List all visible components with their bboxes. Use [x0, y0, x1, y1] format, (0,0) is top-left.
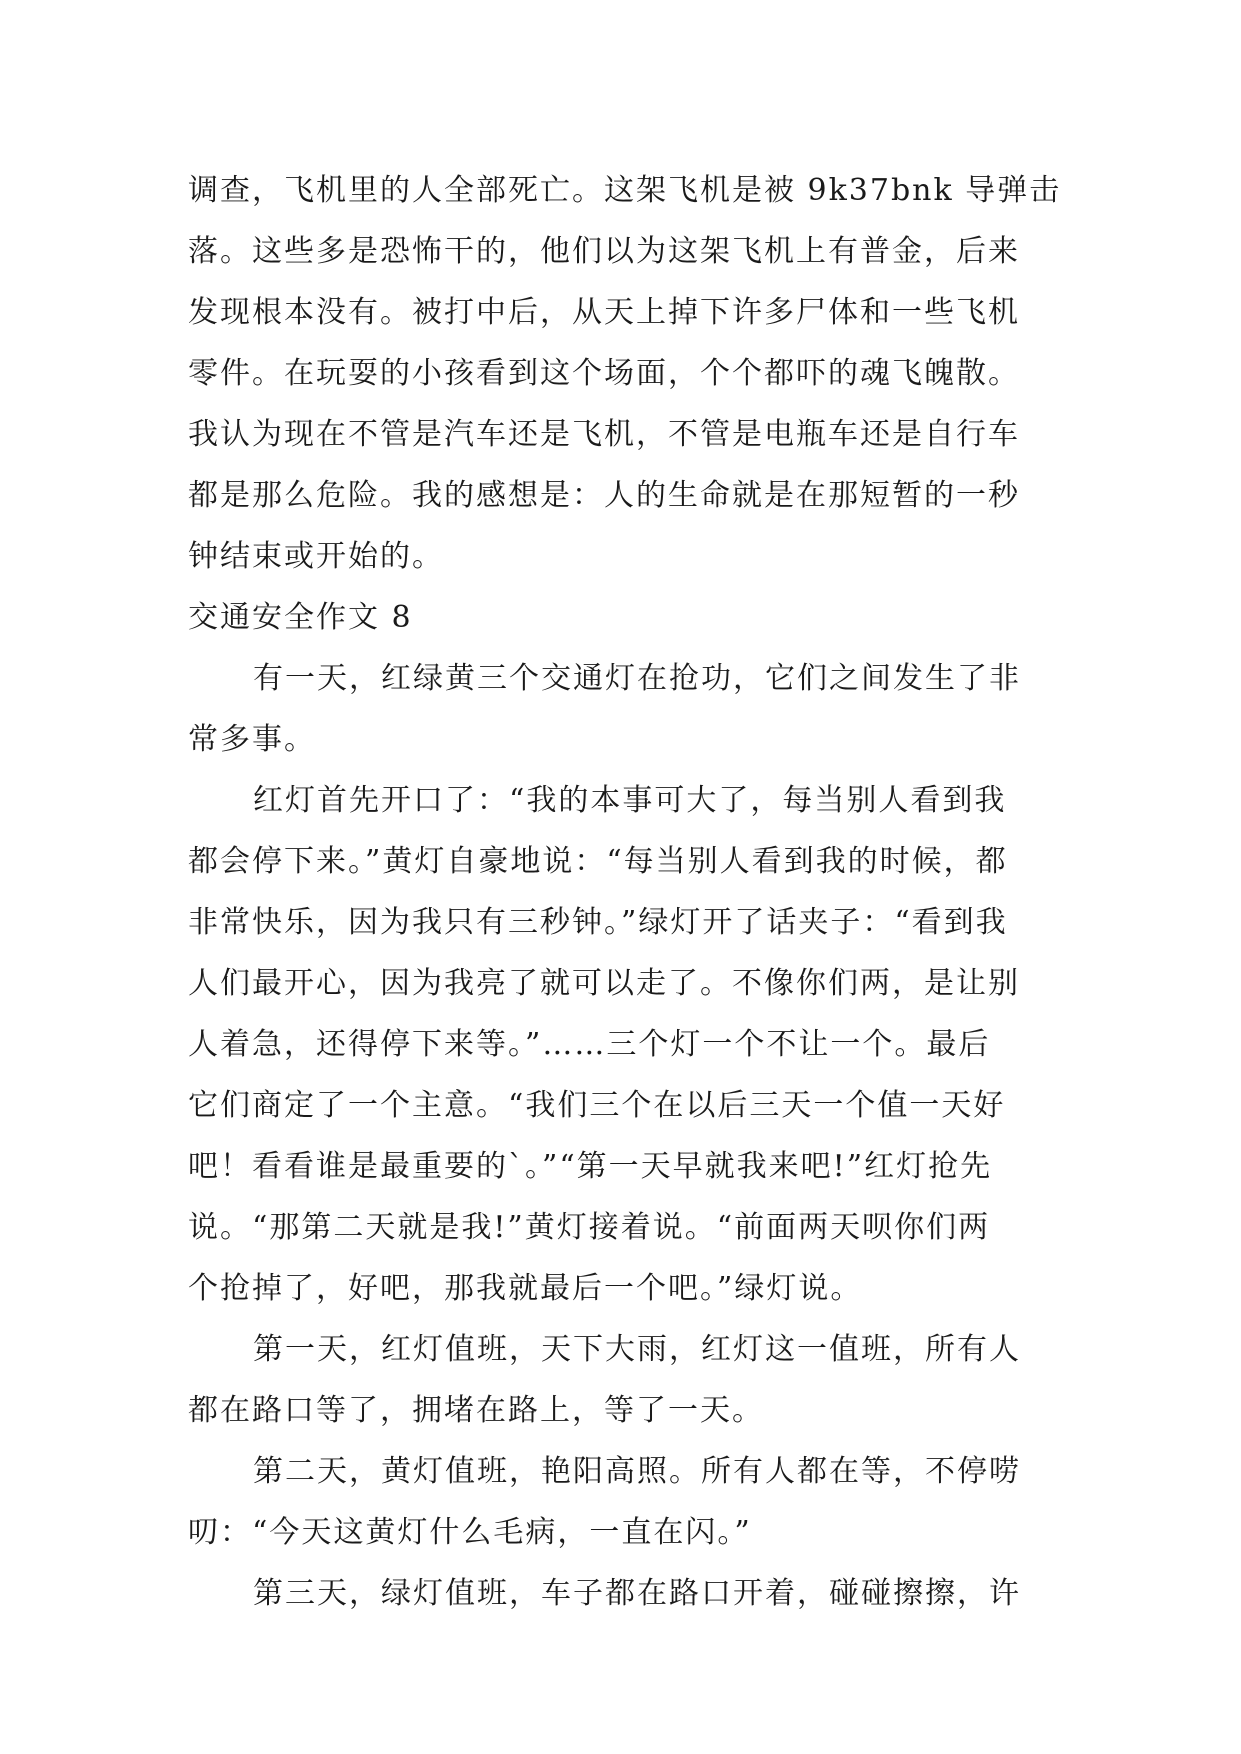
text-line: 有一天，红绿黄三个交通灯在抢功，它们之间发生了非	[253, 661, 1021, 696]
text-line: 它们商定了一个主意。“我们三个在以后三天一个值一天好	[188, 1088, 1006, 1123]
text-line: 人们最开心，因为我亮了就可以走了。不像你们两，是让别	[188, 966, 1020, 1001]
text-line: 都会停下来。”黄灯自豪地说：“每当别人看到我的时候，都	[188, 844, 1008, 879]
text-line: 非常快乐，因为我只有三秒钟。”绿灯开了话夹子：“看到我	[188, 905, 1008, 940]
text-line: 发现根本没有。被打中后，从天上掉下许多尸体和一些飞机	[188, 295, 1020, 330]
text-line: 叨：“今天这黄灯什么毛病，一直在闪。”	[188, 1515, 752, 1550]
text-line: 人着急，还得停下来等。”……三个灯一个不让一个。最后	[188, 1027, 991, 1062]
text-line: 调查，飞机里的人全部死亡。这架飞机是被 9k37bnk 导弹击	[188, 173, 1062, 208]
text-line: 我认为现在不管是汽车还是飞机，不管是电瓶车还是自行车	[188, 417, 1020, 452]
text-line: 钟结束或开始的。	[188, 539, 444, 574]
text-line: 说。“那第二天就是我!”黄灯接着说。“前面两天呗你们两	[188, 1210, 991, 1245]
text-line: 零件。在玩耍的小孩看到这个场面，个个都吓的魂飞魄散。	[188, 356, 1020, 391]
text-line: 第二天，黄灯值班，艳阳高照。所有人都在等，不停唠	[253, 1454, 1021, 1489]
text-line: 落。这些多是恐怖干的，他们以为这架飞机上有普金，后来	[188, 234, 1020, 269]
text-line: 都在路口等了，拥堵在路上，等了一天。	[188, 1393, 764, 1428]
section-heading: 交通安全作文 8	[188, 600, 413, 635]
text-line: 第三天，绿灯值班，车子都在路口开着，碰碰擦擦，许	[253, 1576, 1021, 1611]
text-line: 第一天，红灯值班，天下大雨，红灯这一值班，所有人	[253, 1332, 1021, 1367]
document-body	[188, 160, 1068, 1624]
text-line: 常多事。	[188, 722, 316, 757]
text-line: 红灯首先开口了：“我的本事可大了，每当别人看到我	[253, 783, 1007, 818]
text-line: 个抢掉了，好吧，那我就最后一个吧。”绿灯说。	[188, 1271, 863, 1306]
text-line: 吧！看看谁是最重要的`。”“第一天早就我来吧!”红灯抢先	[188, 1149, 993, 1184]
text-line: 都是那么危险。我的感想是：人的生命就是在那短暂的一秒	[188, 478, 1020, 513]
